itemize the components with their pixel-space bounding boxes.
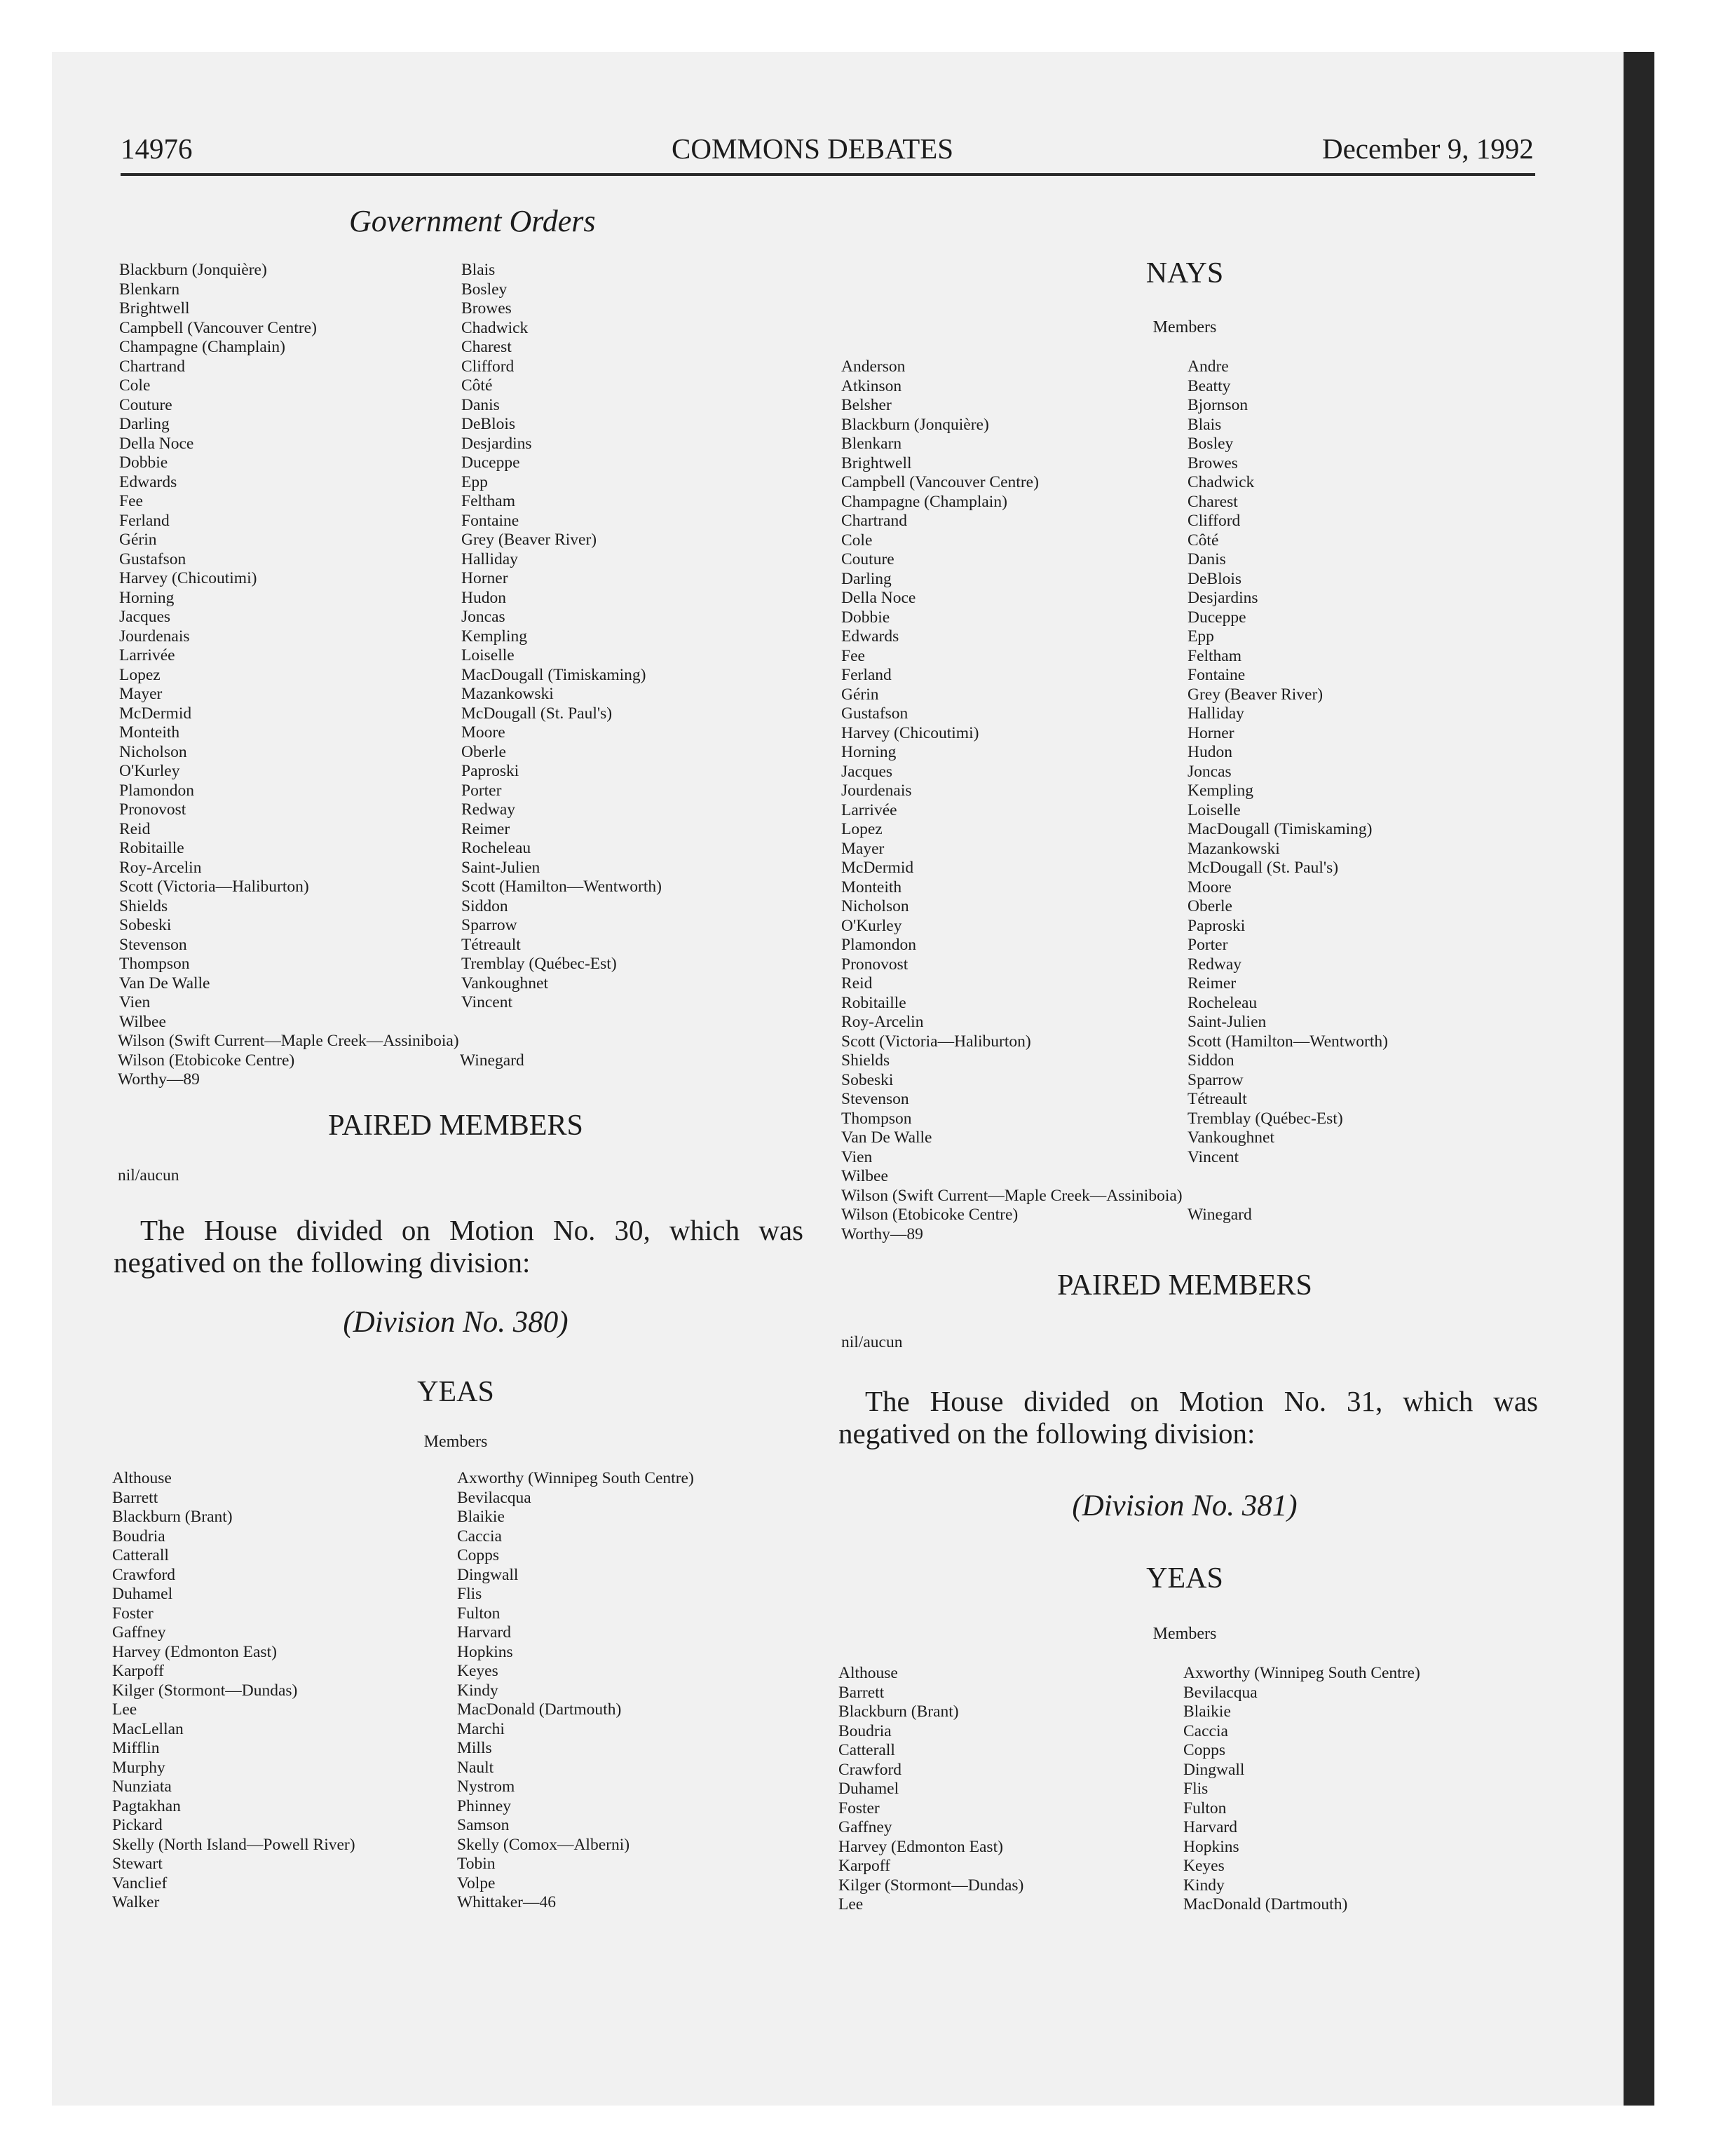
member-name: Vien	[119, 993, 151, 1011]
member-name: Blenkarn	[119, 280, 180, 299]
member-name: Hudon	[461, 588, 506, 607]
member-name: Crawford	[112, 1565, 176, 1584]
member-name: Della Noce	[841, 589, 916, 607]
member-name: Roy-Arcelin	[841, 1013, 924, 1031]
member-name: Bosley	[461, 280, 508, 299]
member-name: Harvey (Edmonton East)	[112, 1642, 277, 1661]
member-name: Barrett	[838, 1683, 885, 1702]
member-name: Foster	[112, 1604, 154, 1623]
member-name: Catterall	[112, 1546, 169, 1564]
right-nays-heading: NAYS	[1145, 257, 1224, 289]
member-name: Blaikie	[1183, 1703, 1231, 1721]
member-name: Plamondon	[119, 781, 195, 800]
member-name: Joncas	[1188, 762, 1232, 781]
member-name: Caccia	[457, 1527, 502, 1546]
left-yeas-list-col2	[457, 1469, 694, 1913]
member-name: Champagne (Champlain)	[119, 338, 285, 356]
member-name: Clifford	[461, 357, 515, 376]
member-name: Stewart	[112, 1855, 163, 1873]
page-number: 14976	[121, 132, 193, 165]
member-name: Barrett	[112, 1488, 158, 1507]
member-name: Nault	[457, 1758, 494, 1777]
member-name: Boudria	[838, 1721, 892, 1740]
member-name: Brightwell	[841, 453, 912, 472]
member-name: Blaikie	[457, 1508, 505, 1526]
member-name: Hudon	[1188, 743, 1232, 761]
member-name: Lopez	[119, 665, 161, 684]
member-name: Horning	[119, 588, 175, 607]
member-name: Chartrand	[119, 357, 185, 376]
member-name: Bevilacqua	[1183, 1683, 1258, 1702]
member-name: Jourdenais	[119, 627, 190, 646]
member-name: Gérin	[119, 531, 157, 549]
member-name: Fulton	[1183, 1799, 1227, 1817]
member-name: Blackburn (Brant)	[838, 1703, 959, 1721]
member-name: Keyes	[1183, 1857, 1225, 1875]
member-name: DeBlois	[1188, 569, 1242, 588]
member-name: Vankoughnet	[461, 974, 549, 992]
member-name: Rocheleau	[461, 839, 531, 857]
member-name: MacDougall (Timiskaming)	[1188, 820, 1373, 838]
member-name: Lee	[838, 1895, 864, 1913]
member-name: Porter	[1188, 936, 1228, 954]
member-name: Horner	[461, 569, 508, 587]
member-name: Stevenson	[119, 935, 187, 954]
member-name: Pagtakhan	[112, 1796, 181, 1815]
member-name: Darling	[841, 569, 892, 588]
member-name: Epp	[1188, 627, 1214, 646]
member-name: Vien	[841, 1147, 873, 1166]
member-name: Axworthy (Winnipeg South Centre)	[457, 1469, 694, 1487]
member-name: Epp	[461, 472, 488, 491]
member-name: Mifflin	[112, 1739, 160, 1757]
member-name: Karpoff	[838, 1857, 890, 1875]
right-members-label: Members	[1152, 318, 1217, 336]
member-name: Monteith	[119, 723, 180, 742]
member-name: Oberle	[461, 742, 506, 761]
member-name: Reid	[841, 974, 873, 992]
left-paired-heading: PAIRED MEMBERS	[328, 1110, 583, 1142]
member-name: Nicholson	[841, 897, 909, 915]
member-name: Chadwick	[1188, 473, 1255, 491]
member-name: Champagne (Champlain)	[841, 492, 1007, 511]
right-nays-list-col1	[841, 357, 1039, 1187]
member-name: Kindy	[457, 1681, 498, 1700]
member-name: Kempling	[461, 627, 527, 646]
member-name: O'Kurley	[119, 762, 180, 780]
member-name: Saint-Julien	[461, 858, 540, 877]
member-name: Blais	[1188, 415, 1222, 434]
member-name: Hopkins	[1183, 1837, 1239, 1856]
member-name: Harvard	[1183, 1818, 1237, 1836]
member-name: McDougall (St. Paul's)	[461, 704, 613, 723]
left-yeas-list-col1	[112, 1469, 355, 1913]
left-division-paragraph: The House divided on Motion No. 30, which was negatived on the following division:	[114, 1214, 803, 1278]
member-name: Copps	[1183, 1741, 1226, 1759]
member-name: Edwards	[119, 472, 177, 491]
member-name: Ferland	[841, 666, 892, 684]
member-name: Lee	[112, 1700, 137, 1719]
member-name: Andre	[1188, 357, 1229, 376]
member-name: Nicholson	[119, 742, 187, 761]
member-name: Keyes	[457, 1662, 498, 1680]
member-name: Duhamel	[112, 1585, 173, 1603]
member-name: Scott (Hamilton—Wentworth)	[461, 878, 662, 896]
member-name: Danis	[1188, 550, 1226, 568]
member-name: Marchi	[457, 1719, 505, 1738]
member-name: Scott (Victoria—Haliburton)	[841, 1032, 1031, 1051]
member-name: Sparrow	[1188, 1070, 1244, 1089]
member-name: Robitaille	[119, 839, 184, 857]
member-name: Couture	[841, 550, 894, 568]
right-nays-wide-line: Wilson (Swift Current—Maple Creek—Assiniboia)	[841, 1186, 1183, 1205]
member-name: Cole	[119, 376, 151, 395]
member-name: Jacques	[119, 608, 171, 626]
member-name: Dobbie	[119, 453, 168, 472]
left-paired-value: nil/aucun	[118, 1166, 179, 1185]
member-name: McDermid	[841, 859, 914, 877]
member-name: Blackburn (Brant)	[112, 1508, 233, 1526]
member-name: Roy-Arcelin	[119, 858, 202, 877]
member-name: McDougall (St. Paul's)	[1188, 859, 1339, 877]
member-name: Anderson	[841, 357, 906, 376]
member-name: Siddon	[1188, 1051, 1234, 1070]
member-name: Tremblay (Québec-Est)	[461, 955, 617, 973]
member-name: Redway	[1188, 955, 1242, 974]
member-name: Blais	[461, 261, 496, 279]
member-name: Shields	[841, 1051, 890, 1070]
member-name: Reimer	[1188, 974, 1237, 992]
member-name: Walker	[112, 1893, 160, 1911]
member-name: Fee	[841, 646, 865, 665]
left-members-label: Members	[423, 1433, 488, 1451]
member-name: Monteith	[841, 878, 902, 896]
member-name: Duceppe	[461, 453, 520, 472]
member-name: Pronovost	[841, 955, 909, 974]
member-name: Gérin	[841, 685, 879, 704]
member-name: Pronovost	[119, 800, 186, 819]
scan-edge-shadow	[1624, 52, 1654, 2106]
member-name: MacDougall (Timiskaming)	[461, 665, 646, 684]
header-rule	[121, 173, 1535, 176]
member-name: Sobeski	[119, 916, 172, 934]
section-title: Government Orders	[349, 204, 596, 238]
member-name: Harvey (Edmonton East)	[838, 1837, 1003, 1856]
member-name: Fee	[119, 492, 143, 510]
member-name: Blackburn (Jonquière)	[841, 415, 989, 434]
member-name: Paproski	[1188, 916, 1246, 935]
member-name: Della Noce	[119, 434, 194, 453]
member-name: Dingwall	[1183, 1760, 1245, 1779]
member-name: Jacques	[841, 762, 893, 781]
member-name: Duhamel	[838, 1780, 899, 1798]
member-name: Mazankowski	[461, 685, 554, 703]
right-division-number: (Division No. 381)	[1072, 1489, 1298, 1522]
member-name: MacDonald (Dartmouth)	[1183, 1895, 1348, 1913]
member-name: Tétreault	[1188, 1090, 1247, 1108]
member-name: DeBlois	[461, 415, 516, 433]
member-name: Mazankowski	[1188, 839, 1280, 858]
member-name: Nystrom	[457, 1778, 515, 1796]
member-name: Skelly (North Island—Powell River)	[112, 1835, 355, 1854]
member-name: Althouse	[838, 1664, 898, 1682]
member-name: Kilger (Stormont—Dundas)	[112, 1681, 298, 1700]
member-name: Oberle	[1188, 897, 1232, 915]
right-nays-last-col2: Winegard	[1188, 1206, 1252, 1224]
member-name: Rocheleau	[1188, 993, 1258, 1012]
member-name: Clifford	[1188, 512, 1241, 530]
member-name: Boudria	[112, 1527, 165, 1546]
member-name: Vincent	[461, 993, 512, 1011]
right-division-paragraph: The House divided on Motion No. 31, which was negatived on the following division:	[838, 1385, 1538, 1449]
member-name: Vincent	[1188, 1147, 1239, 1166]
member-name: Fulton	[457, 1604, 501, 1623]
member-name: Côté	[461, 376, 493, 395]
member-name: Harvey (Chicoutimi)	[119, 569, 257, 587]
member-name: Couture	[119, 395, 172, 414]
left-division-number: (Division No. 380)	[343, 1306, 569, 1339]
right-yeas-list-col1	[838, 1664, 1023, 1915]
member-name: Pickard	[112, 1816, 163, 1834]
member-name: McDermid	[119, 704, 192, 723]
right-nays-list-col2	[1188, 357, 1388, 1167]
member-name: Karpoff	[112, 1662, 164, 1680]
member-name: Tétreault	[461, 935, 521, 954]
member-name: Dingwall	[457, 1565, 519, 1584]
member-name: Blenkarn	[841, 435, 902, 453]
member-name: Côté	[1188, 531, 1219, 550]
member-name: Porter	[461, 781, 502, 800]
member-name: Bosley	[1188, 435, 1234, 453]
member-name: Whittaker—46	[457, 1893, 556, 1911]
member-name: Mills	[457, 1739, 492, 1757]
member-name: Gaffney	[838, 1818, 892, 1836]
member-name: Scott (Victoria—Haliburton)	[119, 878, 309, 896]
page-date: December 9, 1992	[1322, 132, 1534, 165]
member-name: Belsher	[841, 396, 892, 414]
member-name: Vankoughnet	[1188, 1128, 1275, 1147]
member-name: Duceppe	[1188, 608, 1246, 627]
member-name: Phinney	[457, 1796, 512, 1815]
member-name: Catterall	[838, 1741, 895, 1759]
member-name: Campbell (Vancouver Centre)	[119, 318, 317, 337]
member-name: Thompson	[841, 1109, 912, 1128]
member-name: Samson	[457, 1816, 510, 1834]
right-members-label-2: Members	[1152, 1625, 1217, 1643]
member-name: Caccia	[1183, 1721, 1228, 1740]
member-name: Dobbie	[841, 608, 890, 627]
member-name: Bevilacqua	[457, 1488, 531, 1507]
member-name: Van De Walle	[841, 1128, 932, 1147]
member-name: Volpe	[457, 1874, 496, 1892]
member-name: Tobin	[457, 1855, 496, 1873]
member-name: Worthy—89	[841, 1224, 923, 1243]
member-name: Kempling	[1188, 782, 1253, 800]
member-name: Harvard	[457, 1623, 511, 1642]
left-nays-wide-line: Wilson (Swift Current—Maple Creek—Assiniboia)	[118, 1032, 459, 1050]
member-name: Lopez	[841, 820, 883, 838]
member-name: Jourdenais	[841, 782, 912, 800]
member-name: Wilson (Etobicoke Centre)	[118, 1051, 295, 1070]
member-name: Sparrow	[461, 916, 517, 934]
member-name: Campbell (Vancouver Centre)	[841, 473, 1039, 491]
left-nays-last-col2: Winegard	[460, 1051, 524, 1070]
member-name: Harvey (Chicoutimi)	[841, 723, 979, 742]
member-name: Murphy	[112, 1758, 165, 1777]
member-name: Charest	[461, 338, 512, 356]
member-name: Ferland	[119, 511, 170, 530]
member-name: Danis	[461, 395, 500, 414]
member-name: Reid	[119, 819, 151, 838]
member-name: Skelly (Comox—Alberni)	[457, 1835, 630, 1854]
member-name: Van De Walle	[119, 974, 210, 992]
member-name: Althouse	[112, 1469, 172, 1487]
member-name: Tremblay (Québec-Est)	[1188, 1109, 1343, 1128]
member-name: Paproski	[461, 762, 519, 780]
member-name: Stevenson	[841, 1090, 909, 1108]
right-nays-last-col1	[841, 1206, 1018, 1244]
member-name: Siddon	[461, 896, 508, 915]
member-name: Redway	[461, 800, 516, 819]
member-name: Kindy	[1183, 1876, 1225, 1895]
member-name: Blackburn (Jonquière)	[119, 261, 267, 279]
member-name: Scott (Hamilton—Wentworth)	[1188, 1032, 1388, 1051]
member-name: Sobeski	[841, 1070, 894, 1089]
member-name: Moore	[1188, 878, 1232, 896]
member-name: Darling	[119, 415, 170, 433]
member-name: Charest	[1188, 492, 1238, 511]
member-name: Nunziata	[112, 1778, 172, 1796]
member-name: Joncas	[461, 608, 505, 626]
member-name: Gustafson	[841, 704, 909, 723]
member-name: Larrivée	[841, 800, 897, 819]
member-name: Worthy—89	[118, 1070, 200, 1089]
member-name: Cole	[841, 531, 873, 550]
member-name: Feltham	[1188, 646, 1242, 665]
member-name: Wilson (Etobicoke Centre)	[841, 1206, 1019, 1224]
left-yeas-heading: YEAS	[417, 1376, 494, 1408]
member-name: Desjardins	[461, 434, 532, 453]
member-name: Atkinson	[841, 376, 902, 395]
member-name: Loiselle	[1188, 800, 1241, 819]
member-name: Thompson	[119, 955, 190, 973]
publication-title: COMMONS DEBATES	[672, 132, 954, 165]
member-name: MacLellan	[112, 1719, 184, 1738]
member-name: Crawford	[838, 1760, 902, 1779]
member-name: Plamondon	[841, 936, 917, 954]
member-name: O'Kurley	[841, 916, 902, 935]
member-name: Feltham	[461, 492, 516, 510]
right-paired-heading: PAIRED MEMBERS	[1057, 1269, 1312, 1302]
member-name: Gaffney	[112, 1623, 166, 1642]
member-name: Desjardins	[1188, 589, 1258, 607]
member-name: Robitaille	[841, 993, 906, 1012]
member-name: Saint-Julien	[1188, 1013, 1267, 1031]
member-name: Wilbee	[119, 1012, 166, 1031]
member-name: Mayer	[119, 685, 163, 703]
member-name: Halliday	[461, 550, 518, 568]
member-name: Kilger (Stormont—Dundas)	[838, 1876, 1024, 1895]
right-paired-value: nil/aucun	[841, 1333, 903, 1351]
member-name: Loiselle	[461, 646, 515, 664]
member-name: Fontaine	[1188, 666, 1246, 684]
member-name: Horner	[1188, 723, 1234, 742]
left-nays-list-col2	[461, 261, 662, 1013]
left-nays-list-col1	[119, 261, 317, 1032]
member-name: Wilbee	[841, 1167, 888, 1185]
member-name: Foster	[838, 1799, 880, 1817]
left-nays-last-col1	[118, 1051, 294, 1090]
member-name: Larrivée	[119, 646, 175, 664]
member-name: Bjornson	[1188, 396, 1248, 414]
member-name: Fontaine	[461, 511, 519, 530]
member-name: Copps	[457, 1546, 500, 1564]
member-name: MacDonald (Dartmouth)	[457, 1700, 622, 1719]
member-name: Chartrand	[841, 512, 907, 530]
member-name: Reimer	[461, 819, 510, 838]
member-name: Flis	[1183, 1780, 1209, 1798]
member-name: Browes	[1188, 453, 1238, 472]
right-yeas-heading: YEAS	[1146, 1562, 1223, 1595]
member-name: Vanclief	[112, 1874, 168, 1892]
member-name: Brightwell	[119, 299, 190, 318]
member-name: Shields	[119, 896, 168, 915]
member-name: Flis	[457, 1585, 482, 1603]
member-name: Gustafson	[119, 550, 186, 568]
member-name: Mayer	[841, 839, 885, 858]
member-name: Axworthy (Winnipeg South Centre)	[1183, 1664, 1420, 1682]
member-name: Beatty	[1188, 376, 1231, 395]
member-name: Grey (Beaver River)	[461, 531, 597, 549]
right-yeas-list-col2	[1183, 1664, 1420, 1915]
member-name: Edwards	[841, 627, 899, 646]
member-name: Hopkins	[457, 1642, 513, 1661]
member-name: Grey (Beaver River)	[1188, 685, 1324, 704]
member-name: Moore	[461, 723, 505, 742]
member-name: Chadwick	[461, 318, 529, 337]
member-name: Horning	[841, 743, 897, 761]
member-name: Halliday	[1188, 704, 1244, 723]
member-name: Browes	[461, 299, 512, 318]
